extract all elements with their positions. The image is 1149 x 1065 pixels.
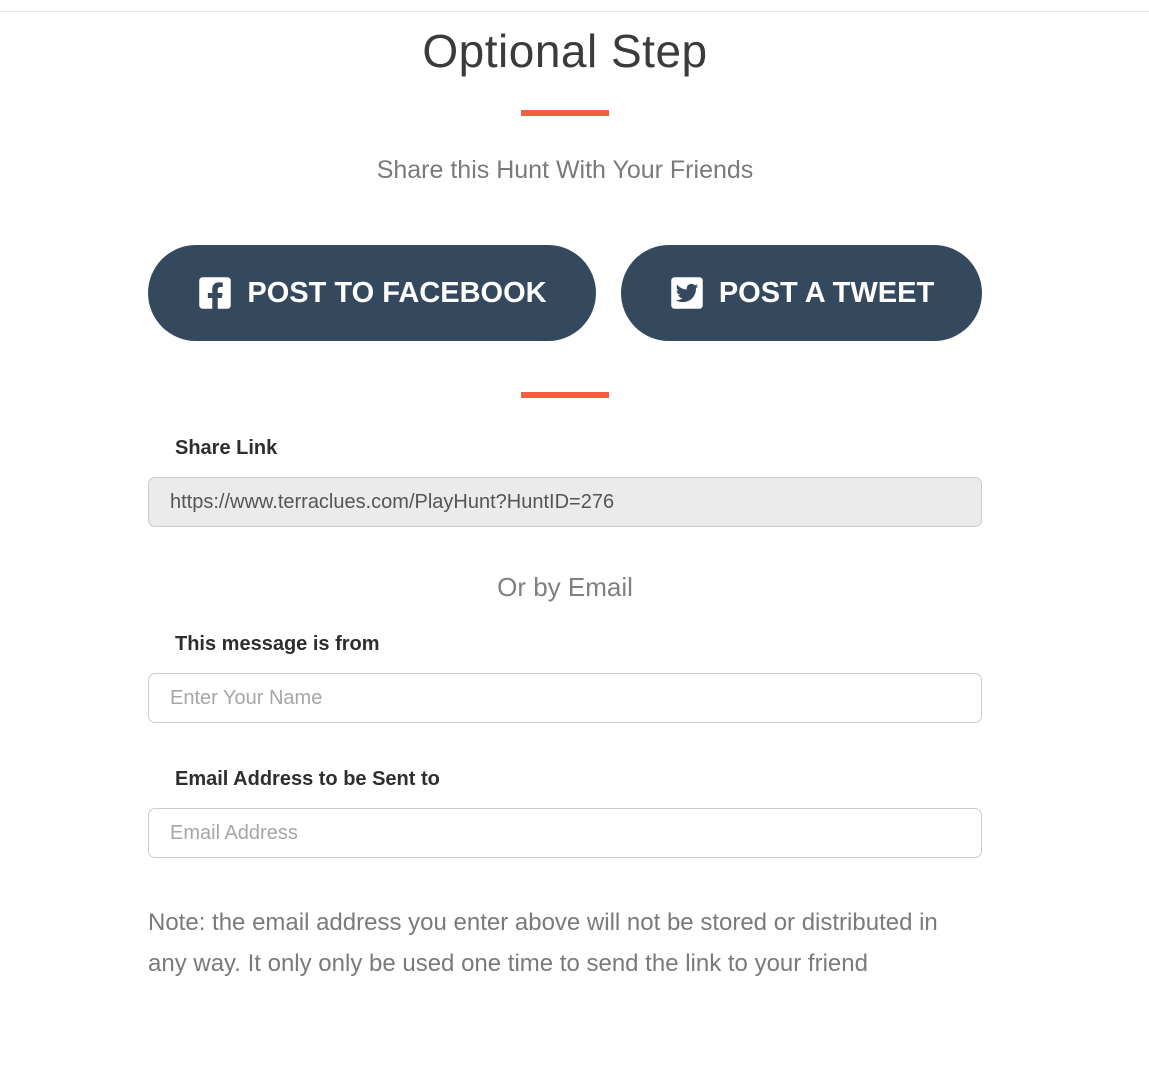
or-by-email-heading: Or by Email bbox=[497, 572, 633, 602]
facebook-button-label: POST TO FACEBOOK bbox=[247, 276, 547, 309]
email-address-label: Email Address to be Sent to bbox=[175, 768, 440, 790]
share-link-label: Share Link bbox=[175, 437, 278, 459]
accent-divider-middle bbox=[521, 392, 609, 398]
post-a-tweet-button[interactable] bbox=[621, 245, 982, 341]
privacy-note: Note: the email address you enter above will not be stored or distributed in any way. It only only be used one time to send the link to your friend bbox=[148, 909, 938, 977]
twitter-button-label: POST A TWEET bbox=[718, 276, 935, 309]
page-title: Optional Step bbox=[422, 25, 708, 77]
facebook-icon bbox=[197, 275, 233, 311]
sender-name-input[interactable] bbox=[148, 673, 982, 723]
message-from-label: This message is from bbox=[175, 633, 380, 655]
accent-divider-top bbox=[521, 110, 609, 116]
share-link-input[interactable] bbox=[148, 477, 982, 527]
top-divider bbox=[0, 0, 1149, 12]
email-address-input[interactable] bbox=[148, 808, 982, 858]
post-to-facebook-button[interactable] bbox=[148, 245, 596, 341]
subtitle: Share this Hunt With Your Friends bbox=[376, 156, 754, 184]
social-buttons-row bbox=[148, 245, 982, 341]
optional-step-panel bbox=[148, 24, 982, 984]
twitter-icon bbox=[669, 275, 705, 311]
